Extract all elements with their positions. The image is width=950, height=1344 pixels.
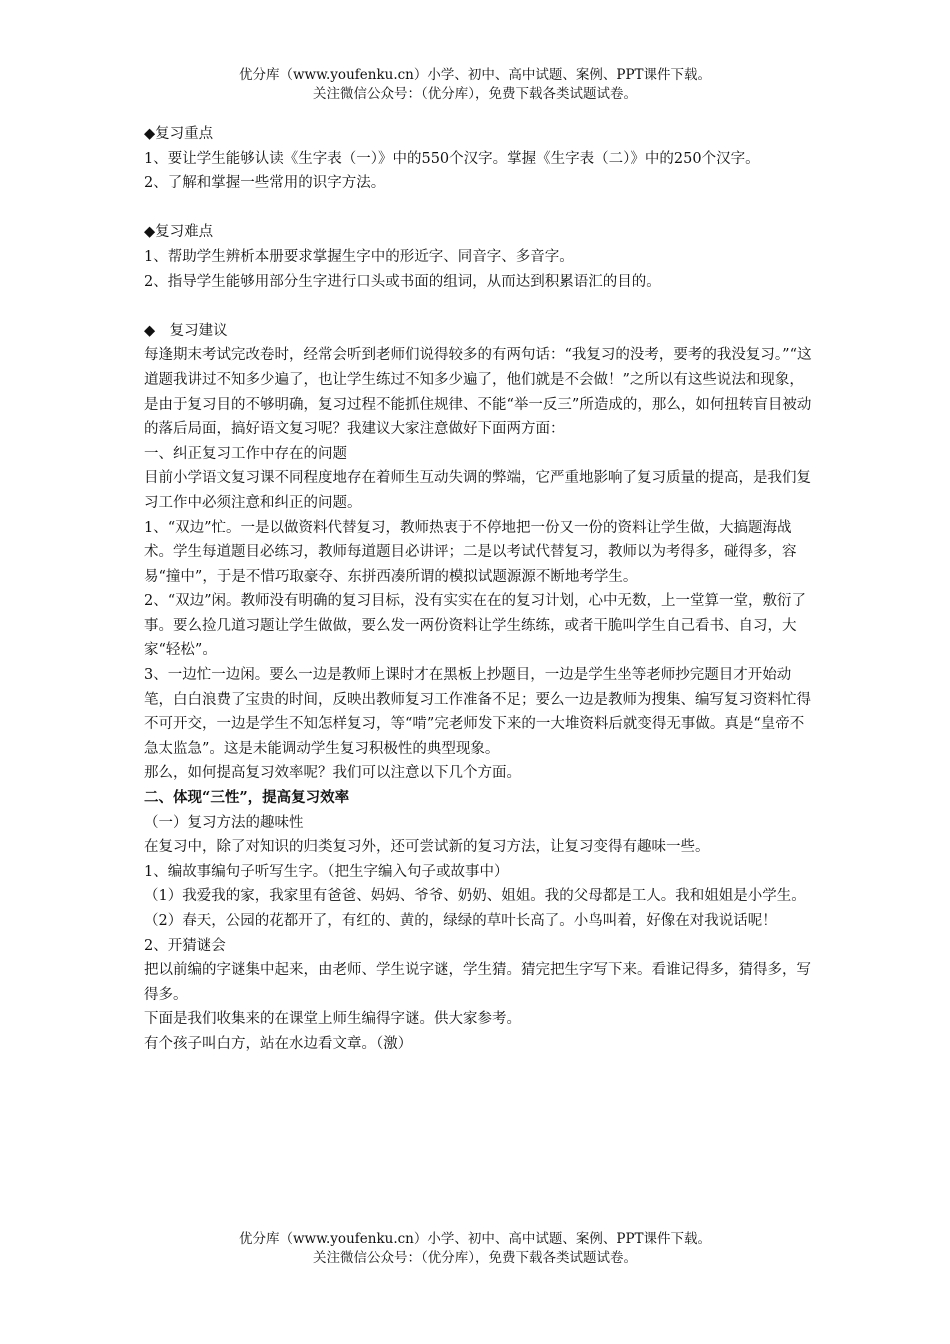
spacer — [144, 294, 814, 319]
paragraph: 每逢期末考试完改卷时，经常会听到老师们说得较多的有两句话：“我复习的没考，要考的我没复习。”“这道题我讲过不知多少遍了，也让学生练过不知多少遍了，他们就是不会做！”之所以有这些说法和现象，是由于复习目的不够明确，复习过程不能抓住规律、不能“举一反三”所造成的，那么，如何扭转盲目被动的落后局面，搞好语文复习呢？我建议大家注意做好下面两方面： — [144, 347, 812, 438]
paragraph: 2、开猜谜会 — [144, 937, 226, 954]
spacer — [144, 196, 814, 221]
paragraph: 下面是我们收集来的在课堂上师生编得字谜。供大家参考。 — [144, 1011, 521, 1028]
page-header — [0, 66, 950, 104]
header-line-2: 关注微信公众号：（优分库），免费下载各类试题试卷。 — [313, 86, 637, 102]
section-heading-review-focus: ◆复习重点 — [144, 126, 214, 142]
paragraph: 1、帮助学生辨析本册要求掌握生字中的形近字、同音字、多音字。 — [144, 248, 574, 265]
paragraph: 2、“双边”闲。教师没有明确的复习目标，没有实实在在的复习计划，心中无数，上一堂算一堂，敷衍了事。要么捡几道习题让学生做做，要么发一两份资料让学生练练，或者干脆叫学生自己看书、自习，大家“轻松”。 — [144, 593, 807, 659]
paragraph: 把以前编的字谜集中起来，由老师、学生说字谜，学生猜。猜完把生字写下来。看谁记得多，猜得多，写得多。 — [144, 962, 811, 1003]
footer-line-2: 关注微信公众号：（优分库），免费下载各类试题试卷。 — [313, 1250, 637, 1266]
paragraph: 1、要让学生能够认读《生字表（一）》中的550个汉字。掌握《生字表（二）》中的250个汉字。 — [144, 150, 760, 167]
paragraph: （1）我爱我的家，我家里有爸爸、妈妈、爷爷、奶奶、姐姐。我的父母都是工人。我和姐姐是小学生。 — [144, 888, 806, 905]
subheading: 一、纠正复习工作中存在的问题 — [144, 445, 347, 462]
bold-subheading: 二、体现“三性”，提高复习效率 — [144, 789, 350, 807]
paragraph: 在复习中，除了对知识的归类复习外，还可尝试新的复习方法，让复习变得有趣味一些。 — [144, 839, 710, 856]
document-body — [144, 122, 814, 1057]
paragraph: 那么，如何提高复习效率呢？我们可以注意以下几个方面。 — [144, 765, 521, 782]
paragraph: 1、“双边”忙。一是以做资料代替复习，教师热衷于不停地把一份又一份的资料让学生做，大搞题海战术。学生每道题目必练习，教师每道题目必讲评；二是以考试代替复习，教师以为考得多，碰得多，容易“撞中”，于是不惜巧取豪夺、东拼西凑所谓的模拟试题源源不断地考学生。 — [144, 519, 797, 585]
subheading: （一）复习方法的趣味性 — [144, 814, 304, 831]
footer-line-1: 优分库（www.youfenku.cn）小学、初中、高中试题、案例、PPT课件下载。 — [238, 1231, 712, 1247]
paragraph: 2、指导学生能够用部分生字进行口头或书面的组词，从而达到积累语汇的目的。 — [144, 273, 661, 290]
paragraph: 2、了解和掌握一些常用的识字方法。 — [144, 175, 386, 192]
header-line-1: 优分库（www.youfenku.cn）小学、初中、高中试题、案例、PPT课件下载。 — [238, 67, 712, 83]
page-footer — [0, 1230, 950, 1268]
paragraph: 3、一边忙一边闲。要么一边是教师上课时才在黑板上抄题目，一边是学生坐等老师抄完题目才开始动笔，白白浪费了宝贵的时间，反映出教师复习工作准备不足；要么一边是教师为搜集、编写复习资料忙得不可开交，一边是学生不知怎样复习，等“啃”完老师发下来的一大堆资料后就变得无事做。真是“皇帝不急太监急”。这是未能调动学生复习积极性的典型现象。 — [144, 667, 811, 757]
section-heading-review-difficulty: ◆复习难点 — [144, 224, 214, 241]
paragraph: 目前小学语文复习课不同程度地存在着师生互动失调的弊端，它严重地影响了复习质量的提高，是我们复习工作中必须注意和纠正的问题。 — [144, 470, 811, 511]
paragraph: 有个孩子叫白方，站在水边看文章。（激） — [144, 1035, 413, 1052]
paragraph: 1、编故事编句子听写生字。（把生字编入句子或故事中） — [144, 863, 509, 880]
section-heading-review-advice: ◆ 复习建议 — [144, 322, 228, 339]
paragraph: （2）春天，公园的花都开了，有红的、黄的，绿绿的草叶长高了。小鸟叫着，好像在对我说话呢！ — [144, 913, 777, 929]
